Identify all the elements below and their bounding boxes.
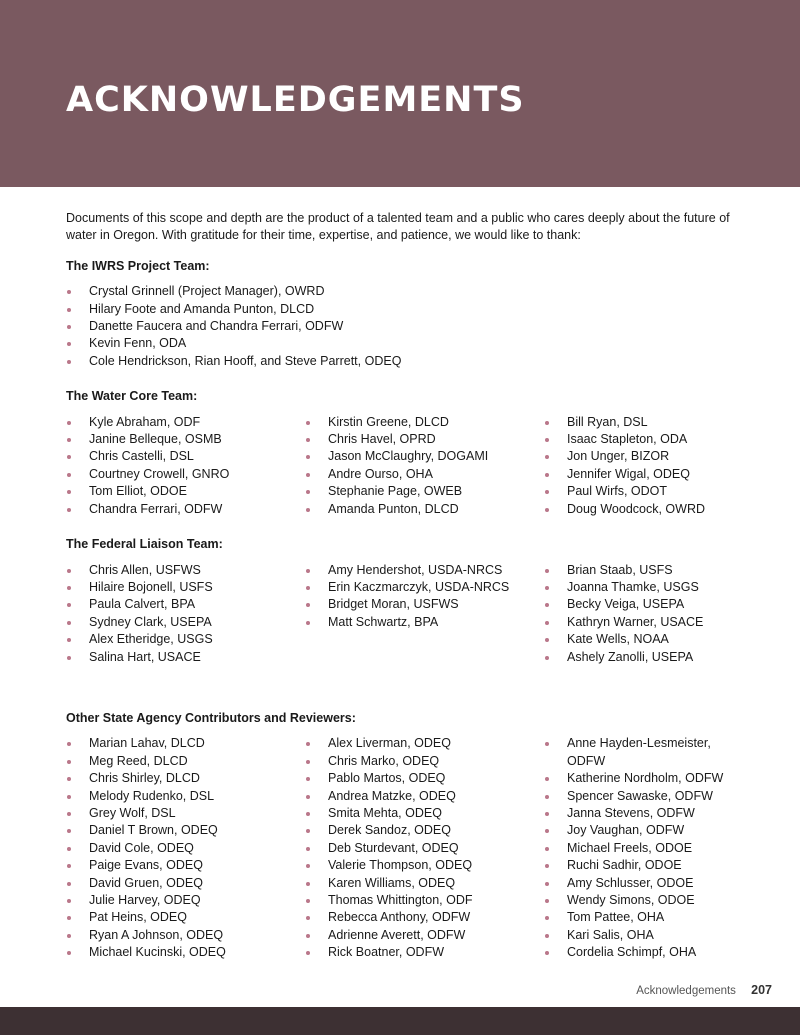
list-item: Wendy Simons, ODOE — [544, 892, 746, 909]
list-item: Thomas Whittington, ODF — [305, 892, 544, 909]
list-item: Brian Staab, USFS — [544, 562, 746, 579]
list-item: Amanda Punton, DLCD — [305, 501, 544, 518]
list-item: Marian Lahav, DLCD — [66, 735, 305, 752]
other-contributors-heading: Other State Agency Contributors and Reviewers: — [66, 710, 356, 725]
list-item: Paul Wirfs, ODOT — [544, 483, 746, 500]
list-item: Jon Unger, BIZOR — [544, 448, 746, 465]
iwrs-team-list — [66, 283, 746, 370]
list-column — [544, 414, 746, 518]
list-item: Paula Calvert, BPA — [66, 596, 305, 613]
list-item: Sydney Clark, USEPA — [66, 614, 305, 631]
list-item: Becky Veiga, USEPA — [544, 596, 746, 613]
list-item: Chris Marko, ODEQ — [305, 753, 544, 770]
list-item: Michael Kucinski, ODEQ — [66, 944, 305, 961]
list-item: Bill Ryan, DSL — [544, 414, 746, 431]
list-item: Tom Elliot, ODOE — [66, 483, 305, 500]
list-item: Bridget Moran, USFWS — [305, 596, 544, 613]
list-item: Cordelia Schimpf, OHA — [544, 944, 746, 961]
list-item: Erin Kaczmarczyk, USDA-NRCS — [305, 579, 544, 596]
list-item: Andrea Matzke, ODEQ — [305, 788, 544, 805]
list-item: Janna Stevens, ODFW — [544, 805, 746, 822]
header-band — [0, 0, 800, 187]
list-column — [544, 735, 746, 961]
list-item: Salina Hart, USACE — [66, 649, 305, 666]
list-column — [66, 562, 305, 666]
list-item: Jason McClaughry, DOGAMI — [305, 448, 544, 465]
page-title: ACKNOWLEDGEMENTS — [66, 80, 525, 120]
list-item: Grey Wolf, DSL — [66, 805, 305, 822]
list-item: Valerie Thompson, ODEQ — [305, 857, 544, 874]
list-item: Anne Hayden-Lesmeister, ODFW — [544, 735, 746, 770]
list-item: Danette Faucera and Chandra Ferrari, ODFW — [66, 318, 746, 335]
list-item: Katherine Nordholm, ODFW — [544, 770, 746, 787]
list-item: Kevin Fenn, ODA — [66, 335, 746, 352]
list-item: Ruchi Sadhir, ODOE — [544, 857, 746, 874]
list-item: Daniel T Brown, ODEQ — [66, 822, 305, 839]
list-item: Joy Vaughan, ODFW — [544, 822, 746, 839]
list-item: Melody Rudenko, DSL — [66, 788, 305, 805]
list-item: Chandra Ferrari, ODFW — [66, 501, 305, 518]
list-item: Chris Allen, USFWS — [66, 562, 305, 579]
list-column — [66, 735, 305, 961]
list-item: Ryan A Johnson, ODEQ — [66, 927, 305, 944]
list-item: Cole Hendrickson, Rian Hooff, and Steve Parrett, ODEQ — [66, 353, 746, 370]
list-item: Alex Etheridge, USGS — [66, 631, 305, 648]
list-item: Hilary Foote and Amanda Punton, DLCD — [66, 301, 746, 318]
list-item: Smita Mehta, ODEQ — [305, 805, 544, 822]
water-core-team-list — [66, 414, 746, 518]
list-column — [66, 414, 305, 518]
list-item: Amy Schlusser, ODOE — [544, 875, 746, 892]
list-item: Rebecca Anthony, ODFW — [305, 909, 544, 926]
list-item: Deb Sturdevant, ODEQ — [305, 840, 544, 857]
list-item: Rick Boatner, ODFW — [305, 944, 544, 961]
list-item: Meg Reed, DLCD — [66, 753, 305, 770]
list-item: Courtney Crowell, GNRO — [66, 466, 305, 483]
list-item: David Gruen, ODEQ — [66, 875, 305, 892]
page-footer — [636, 983, 772, 997]
list-item: Pablo Martos, ODEQ — [305, 770, 544, 787]
federal-liaison-team-list — [66, 562, 746, 666]
iwrs-team-heading: The IWRS Project Team: — [66, 258, 210, 273]
content — [66, 210, 746, 980]
list-item: Alex Liverman, ODEQ — [305, 735, 544, 752]
water-core-team-heading: The Water Core Team: — [66, 389, 198, 404]
other-contributors-list — [66, 735, 746, 961]
list-item: Chris Shirley, DLCD — [66, 770, 305, 787]
list-item: Andre Ourso, OHA — [305, 466, 544, 483]
list-item: Joanna Thamke, USGS — [544, 579, 746, 596]
list-item: Adrienne Averett, ODFW — [305, 927, 544, 944]
list-item: Pat Heins, ODEQ — [66, 909, 305, 926]
list-item: Matt Schwartz, BPA — [305, 614, 544, 631]
list-item: Julie Harvey, ODEQ — [66, 892, 305, 909]
list-item: Stephanie Page, OWEB — [305, 483, 544, 500]
intro-paragraph: Documents of this scope and depth are the product of a talented team and a public who cares deeply about the future of water in Oregon. With gratitude for their time, expertise, and patience, we would like to thank: — [66, 211, 730, 243]
list-item: Kirstin Greene, DLCD — [305, 414, 544, 431]
list-item: Amy Hendershot, USDA-NRCS — [305, 562, 544, 579]
list-item: Doug Woodcock, OWRD — [544, 501, 746, 518]
list-column — [305, 562, 544, 666]
list-item: Spencer Sawaske, ODFW — [544, 788, 746, 805]
list-item: Kathryn Warner, USACE — [544, 614, 746, 631]
list-column — [305, 414, 544, 518]
federal-liaison-team-heading: The Federal Liaison Team: — [66, 537, 223, 552]
list-item: Janine Belleque, OSMB — [66, 431, 305, 448]
list-item: Paige Evans, ODEQ — [66, 857, 305, 874]
page-number: 207 — [751, 983, 772, 997]
list-item: David Cole, ODEQ — [66, 840, 305, 857]
list-item: Chris Castelli, DSL — [66, 448, 305, 465]
list-column — [305, 735, 544, 961]
list-item: Jennifer Wigal, ODEQ — [544, 466, 746, 483]
list-item: Hilaire Bojonell, USFS — [66, 579, 305, 596]
list-item: Tom Pattee, OHA — [544, 909, 746, 926]
list-item: Karen Williams, ODEQ — [305, 875, 544, 892]
list-item: Kate Wells, NOAA — [544, 631, 746, 648]
list-item: Kari Salis, OHA — [544, 927, 746, 944]
list-column — [544, 562, 746, 666]
list-item: Michael Freels, ODOE — [544, 840, 746, 857]
footer-label: Acknowledgements — [636, 985, 736, 997]
list-item: Kyle Abraham, ODF — [66, 414, 305, 431]
list-item: Ashely Zanolli, USEPA — [544, 649, 746, 666]
list-item: Isaac Stapleton, ODA — [544, 431, 746, 448]
list-item: Crystal Grinnell (Project Manager), OWRD — [66, 283, 746, 300]
list-item: Chris Havel, OPRD — [305, 431, 544, 448]
footer-band — [0, 1007, 800, 1035]
list-item: Derek Sandoz, ODEQ — [305, 822, 544, 839]
